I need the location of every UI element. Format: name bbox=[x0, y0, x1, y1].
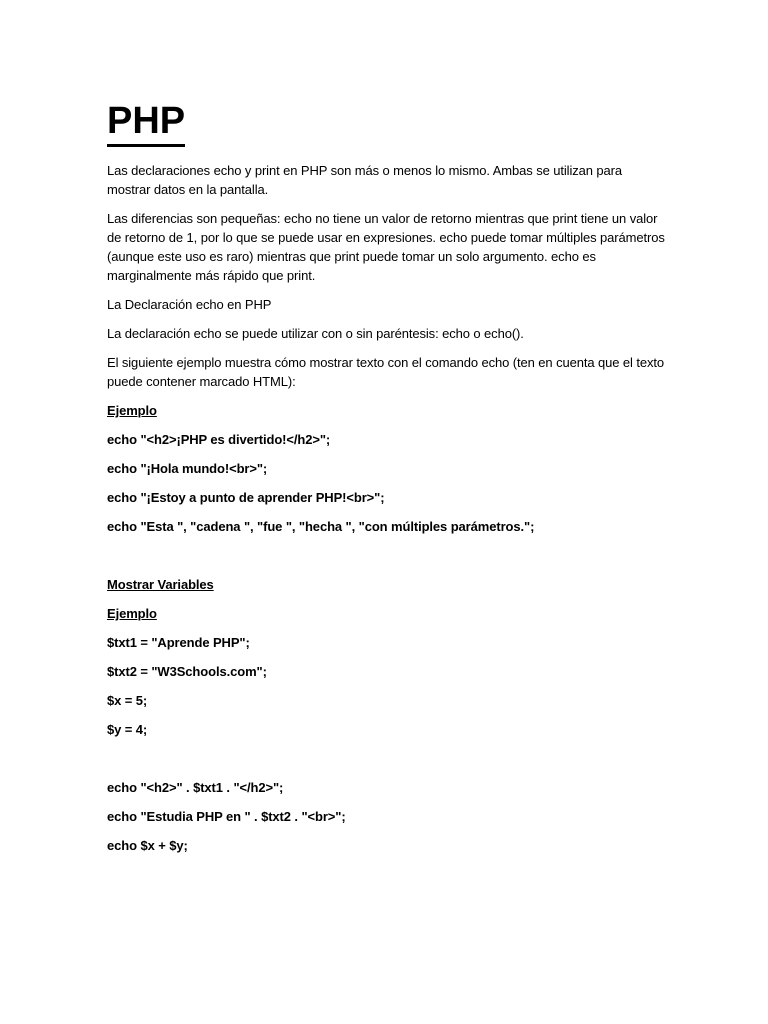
paragraph-example-intro: El siguiente ejemplo muestra cómo mostrar texto con el comando echo (ten en cuenta que el texto puede contener marcado HTML): bbox=[107, 355, 665, 389]
code-line: $txt2 = "W3Schools.com"; bbox=[107, 664, 267, 679]
paragraph-intro: Las declaraciones echo y print en PHP son más o menos lo mismo. Ambas se utilizan para mostrar datos en la pantalla. bbox=[107, 163, 623, 197]
code-line: echo "<h2>¡PHP es divertido!</h2>"; bbox=[107, 432, 331, 447]
variables-heading: Mostrar Variables bbox=[107, 577, 214, 592]
code-line: $x = 5; bbox=[107, 693, 148, 708]
code-line: $txt1 = "Aprende PHP"; bbox=[107, 635, 250, 650]
paragraph-echo-heading: La Declaración echo en PHP bbox=[107, 297, 272, 312]
code-line: echo "Esta ", "cadena ", "fue ", "hecha ", "con múltiples parámetros."; bbox=[107, 519, 535, 534]
code-line: echo "Estudia PHP en " . $txt2 . "<br>"; bbox=[107, 809, 346, 824]
blank-line bbox=[107, 749, 667, 778]
code-line: echo $x + $y; bbox=[107, 838, 188, 853]
paragraph-differences: Las diferencias son pequeñas: echo no tiene un valor de retorno mientras que print tiene un valor de retorno de 1, por lo que se puede usar en expresiones. echo puede tomar múltiples parámetros (aunque este uso es raro) mientras que print puede tomar un solo argumento. echo es marginalmente más rápido que print. bbox=[107, 211, 665, 283]
blank-line bbox=[107, 546, 667, 575]
code-line: $y = 4; bbox=[107, 722, 148, 737]
example-heading: Ejemplo bbox=[107, 403, 157, 418]
document-title: PHP bbox=[107, 98, 185, 147]
code-line: echo "¡Hola mundo!<br>"; bbox=[107, 461, 268, 476]
document-content bbox=[107, 98, 667, 865]
paragraph-echo-usage: La declaración echo se puede utilizar con o sin paréntesis: echo o echo(). bbox=[107, 326, 524, 341]
example-heading: Ejemplo bbox=[107, 606, 157, 621]
code-line: echo "<h2>" . $txt1 . "</h2>"; bbox=[107, 780, 284, 795]
code-line: echo "¡Estoy a punto de aprender PHP!<br>"; bbox=[107, 490, 385, 505]
